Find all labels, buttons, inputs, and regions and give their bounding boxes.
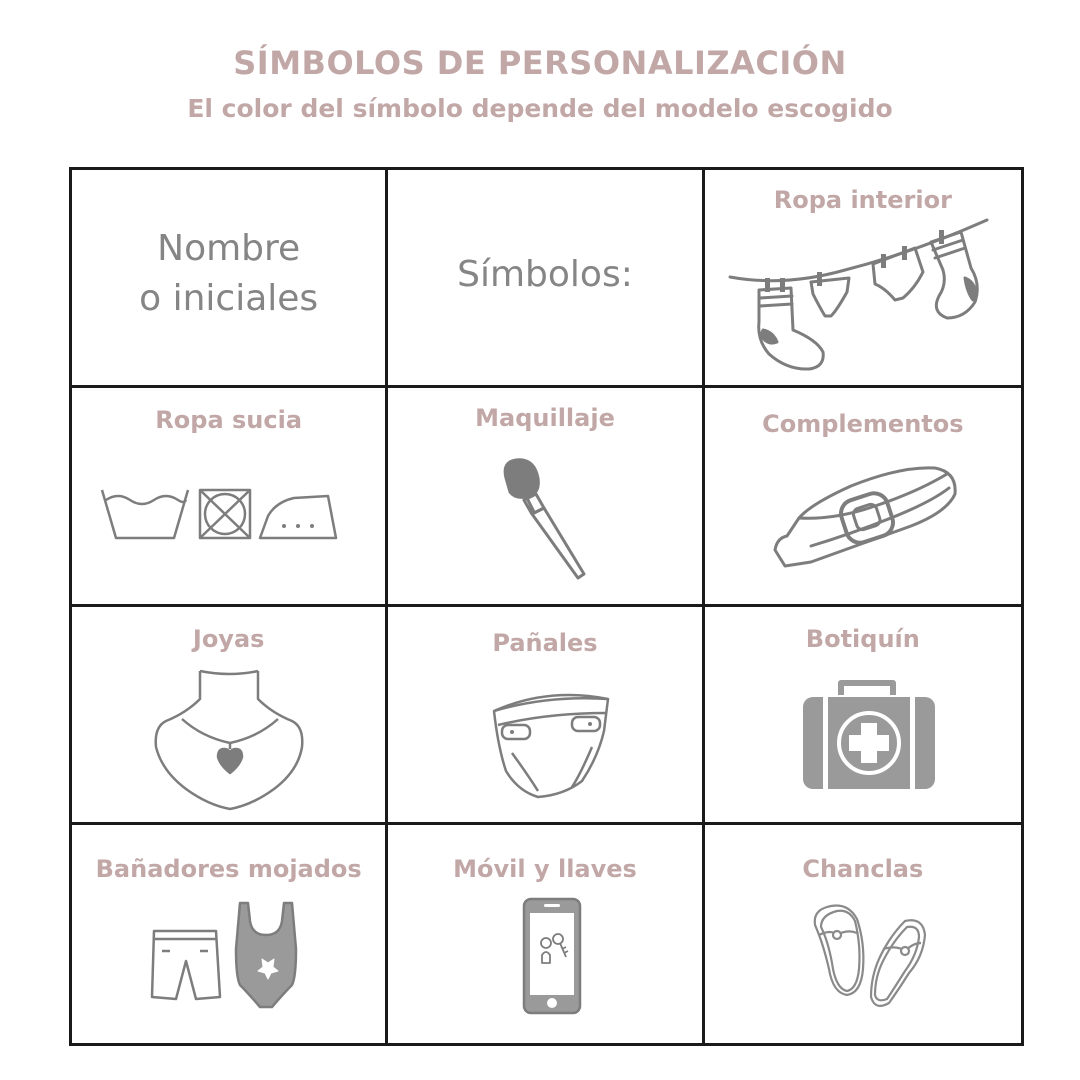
cell-label: Complementos [762,410,964,439]
cell-ropa-interior [705,170,1021,388]
diaper-icon [488,687,613,799]
cell-label: Móvil y llaves [453,854,637,883]
name-label-line1: Nombre [157,228,301,269]
cell-joyas [72,607,388,825]
belt-icon [771,462,961,572]
cell-label: Ropa interior [773,186,952,214]
swimsuit-icon [146,901,316,1011]
cell-chanclas [705,825,1021,1043]
cell-symbols [388,170,704,388]
cell-movil-llaves [388,825,704,1043]
cell-maquillaje [388,388,704,606]
cell-label: Bañadores mojados [95,854,362,883]
name-label-line2: o iniciales [139,278,319,319]
cell-panales [388,607,704,825]
cell-label: Botiquín [805,624,920,653]
cell-botiquin [705,607,1021,825]
cell-label: Chanclas [802,854,924,883]
cell-name-initials [72,170,388,388]
phone-keys-icon [522,897,582,1015]
page-subtitle: El color del símbolo depende del modelo escogido [187,94,893,123]
cell-banadores [72,825,388,1043]
flip-flops-icon [809,899,927,1011]
page-title: SÍMBOLOS DE PERSONALIZACIÓN [233,44,847,82]
cell-label: Pañales [492,628,598,657]
clothesline-icon [725,212,1000,372]
necklace-icon [152,665,307,815]
cell-ropa-sucia [72,388,388,606]
laundry-symbols-icon [98,482,343,548]
cell-label: Ropa sucia [155,406,303,435]
cell-label: Maquillaje [475,404,615,433]
cell-label: Joyas [192,624,265,653]
symbols-grid [69,167,1024,1046]
symbols-label: Símbolos: [457,254,633,295]
first-aid-kit-icon [801,679,937,793]
cell-complementos [705,388,1021,606]
makeup-brush-icon [496,456,596,584]
